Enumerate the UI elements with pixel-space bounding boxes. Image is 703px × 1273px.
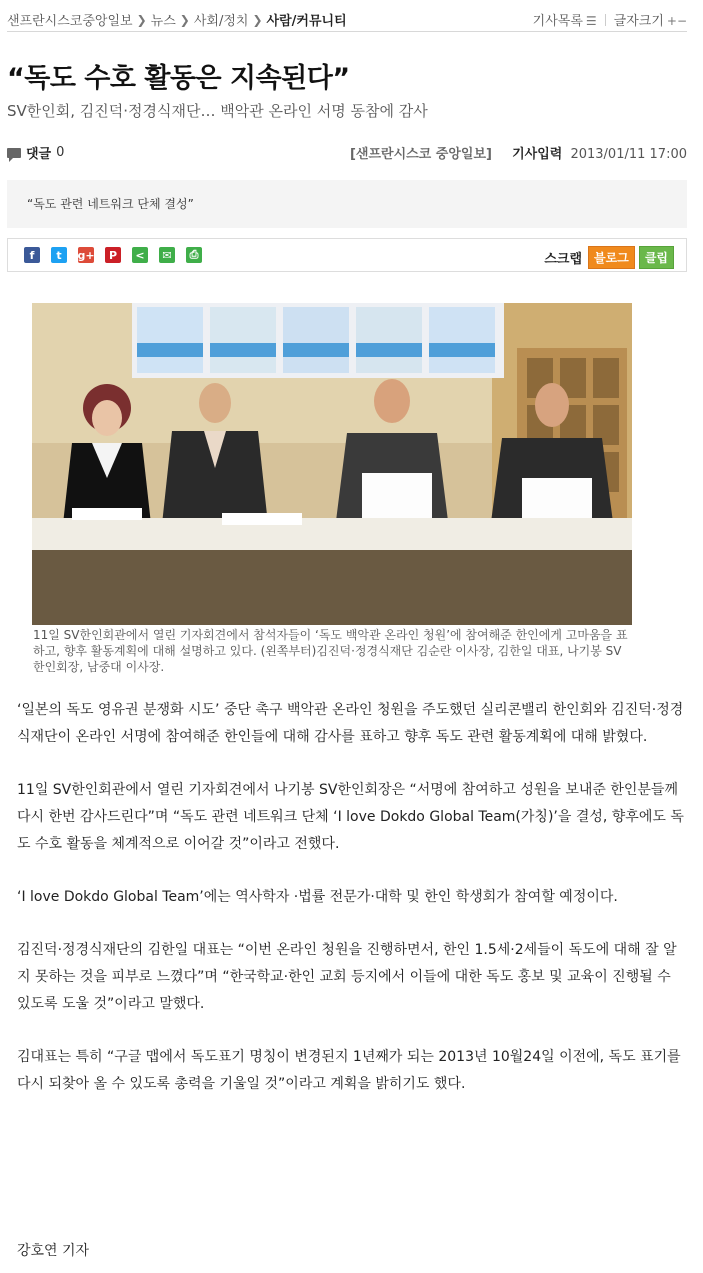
share-icons [24, 247, 213, 263]
share-bar [7, 238, 687, 272]
print-icon[interactable]: ⎙ [186, 247, 202, 263]
top-bar [7, 8, 687, 32]
article-paragraph: 김대표는 특히 “구글 맵에서 독도표기 명칭이 변경된지 1년째가 되는 2013년 10월24일 이전에, 독도 표기를 다시 되찾아 올 수 있도록 총력을 기울일 것”이라고 계획을 밝히기도 했다. [17, 1049, 681, 1092]
blog-button[interactable]: 블로그 [588, 246, 635, 269]
clip-button[interactable]: 클립 [639, 246, 674, 269]
press-conference-photo [32, 303, 632, 625]
chevron-right-icon: ❯ [252, 12, 263, 27]
article-tools [533, 10, 687, 29]
date-value: 2013/01/11 17:00 [570, 147, 687, 162]
email-icon[interactable]: ✉ [159, 247, 175, 263]
facebook-icon[interactable]: f [24, 247, 40, 263]
list-icon: ☰ [585, 14, 597, 28]
article-body [17, 697, 687, 1124]
scrap-label: 스크랩 [544, 252, 583, 267]
comment-label: 댓글 [26, 147, 52, 162]
chevron-right-icon: ❯ [179, 12, 190, 27]
article-paragraph: 김진덕·정경식재단의 김한일 대표는 “이번 온라인 청원을 진행하면서, 한인 1.5세·2세들이 독도에 대해 잘 알지 못하는 것을 피부로 느꼈다”며 “한국학교·한인 교회 등지에서 이들에 대한 독도 홍보 및 교육이 진행될 수 있도록 도울 것”이라고 말했다. [17, 942, 677, 1012]
share-icon[interactable]: < [132, 247, 148, 263]
breadcrumb-item-society[interactable]: 사회/정치 [193, 14, 249, 29]
comment-count: 0 [56, 145, 65, 160]
article-paragraph: 11일 SV한인회관에서 열린 기자회견에서 나기봉 SV한인회장은 “서명에 참여하고 성원을 보내준 한인분들께 다시 한번 감사드린다”며 “독도 관련 네트워크 단체 ‘I love Dokdo Global Team(가칭)’을 결성, 향후에도 독도 수호 활동을 체계적으로 이어갈 것”이라고 전했다. [17, 782, 684, 852]
date-label: 기사입력 [512, 147, 563, 162]
plus-minus-icon: +− [666, 14, 687, 28]
twitter-icon[interactable]: t [51, 247, 67, 263]
byline [350, 143, 687, 162]
googleplus-icon[interactable]: g+ [77, 248, 95, 262]
breadcrumb-item-site[interactable]: 샌프란시스코중앙일보 [7, 14, 133, 29]
scrap-controls [544, 246, 674, 269]
photo-caption: 11일 SV한인회관에서 열린 기자회견에서 참석자들이 ‘독도 백악관 온라인 청원’에 참여해준 한인에게 고마움을 표하고, 향후 활동계획에 대해 설명하고 있다. (왼쪽부터)김진덕·정경식재단 김순란 이사장, 김한일 대표, 나기봉 SV한인회장, 남중대 이사장. [33, 628, 628, 674]
source-name: [샌프란시스코 중앙일보] [349, 147, 492, 162]
article-list-button[interactable]: 기사목록 ☰ [532, 14, 597, 29]
breadcrumb [7, 10, 347, 29]
comment-icon [7, 148, 21, 158]
chevron-right-icon: ❯ [136, 12, 147, 27]
breadcrumb-item-community[interactable]: 사람/커뮤니티 [266, 14, 347, 29]
article-summary: “독도 관련 네트워크 단체 결성” [7, 180, 687, 228]
comment-link[interactable] [7, 143, 64, 162]
article-subtitle: SV한인회, 김진덕·정경식재단… 백악관 온라인 서명 동참에 감사 [7, 102, 428, 120]
article-photo [32, 303, 632, 625]
breadcrumb-item-news[interactable]: 뉴스 [150, 14, 176, 29]
reporter-name: 강호연 기자 [17, 1243, 90, 1259]
tools-divider [605, 14, 606, 26]
font-size-control[interactable]: 글자크기 +− [613, 14, 687, 29]
article-meta [7, 143, 687, 161]
article-paragraph: ‘일본의 독도 영유권 분쟁화 시도’ 중단 촉구 백악관 온라인 청원을 주도했던 실리콘밸리 한인회와 김진덕·정경식재단이 온라인 서명에 참여해준 한인들에 대해 감사를 표하고 향후 독도 관련 활동계획에 대해 밝혔다. [17, 702, 684, 745]
article-paragraph: ‘I love Dokdo Global Team’에는 역사학자 ·법률 전문가·대학 및 한인 학생회가 참여할 예정이다. [17, 889, 618, 905]
pinterest-icon[interactable]: P [105, 247, 121, 263]
article-title: “독도 수호 활동은 지속된다” [7, 63, 350, 94]
